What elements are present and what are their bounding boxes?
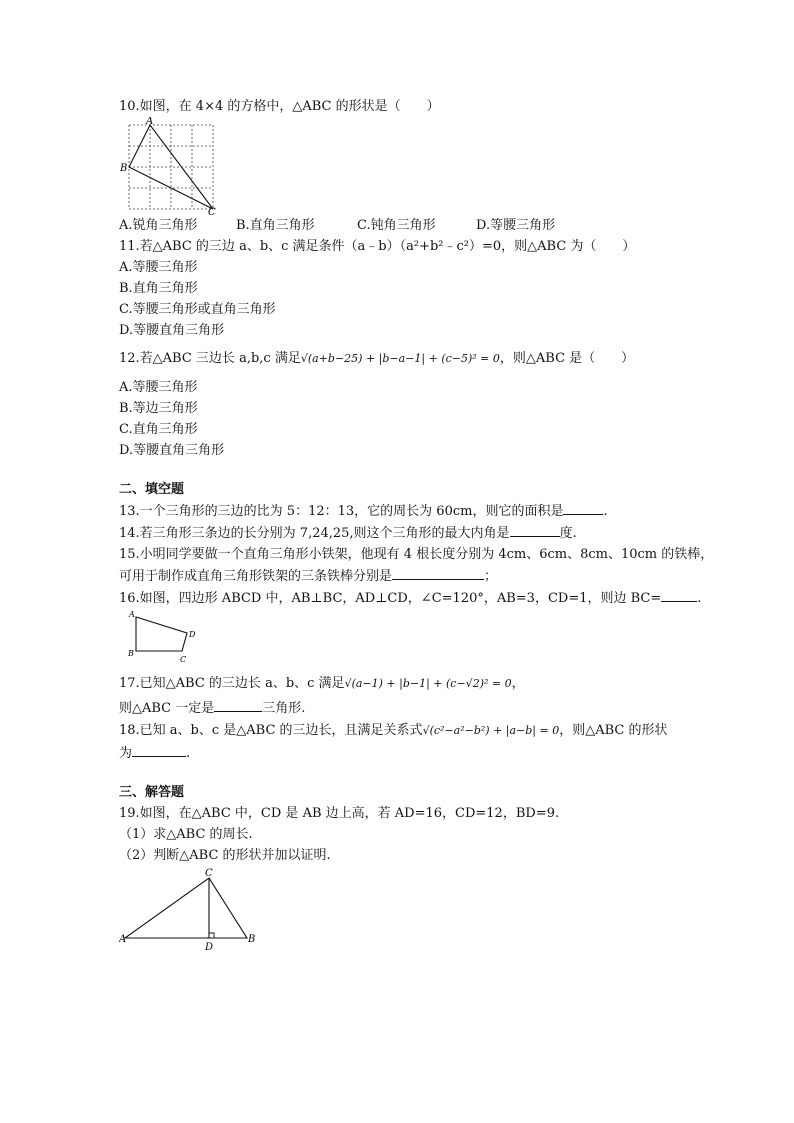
- q18-formula: √(c²−a²−b²) + |a−b| = 0: [422, 724, 560, 737]
- q13-text: 13.一个三角形的三边的比为 5：12：13，它的周长为 60cm，则它的面积是: [119, 504, 564, 519]
- section-answer-heading: 三、解答题: [119, 785, 185, 800]
- q17-line2: [119, 697, 679, 719]
- q16-text: 16.如图，四边形 ABCD 中，AB⊥BC，AD⊥CD，∠C=120°，AB=3，CD=1，则边 BC=: [119, 591, 662, 606]
- q19-triangle: [125, 878, 247, 938]
- q15-answer-blank[interactable]: [392, 565, 484, 580]
- q10-label-a: A: [146, 117, 154, 127]
- q16-label-b: B: [128, 649, 134, 658]
- q16-label-a: A: [129, 610, 135, 619]
- q12-option-b[interactable]: B.等边三角形: [119, 401, 198, 416]
- q17-formula: √(a−1) + |b−1| + (c−√2)² = 0: [344, 677, 512, 690]
- q10-grid-figure: [119, 117, 219, 215]
- q19-triangle-figure: [119, 866, 269, 950]
- q12-stem-post: ，则△ABC 是（ ）: [499, 351, 635, 366]
- q10-option-d[interactable]: D.等腰三角形: [476, 218, 556, 233]
- q19-label-c: C: [205, 868, 213, 879]
- q13-post: .: [603, 504, 608, 519]
- q17-text: 17.已知△ABC 的三边长 a、b、c 满足: [119, 676, 345, 691]
- worksheet: [119, 96, 714, 950]
- q17-line2-post: 三角形.: [262, 701, 306, 716]
- q19-stem: 19.如图，在△ABC 中，CD 是 AB 边上高，若 AD=16，CD=12，BD=9.: [119, 806, 560, 821]
- q15-post: ；: [484, 569, 498, 584]
- q12-option-c[interactable]: C.直角三角形: [119, 422, 198, 437]
- q18-answer-blank[interactable]: [132, 742, 186, 757]
- section-fill-in-heading: 二、填空题: [119, 482, 185, 497]
- q17-stem: [119, 671, 679, 697]
- q19-right-angle-mark: [209, 933, 214, 938]
- q11-option-c[interactable]: C.等腰三角形或直角三角形: [119, 302, 276, 317]
- q14-stem: [119, 522, 679, 544]
- q16-answer-blank[interactable]: [661, 587, 697, 602]
- q12-stem-pre: 12.若△ABC 三边长 a,b,c 满足: [119, 351, 301, 366]
- q17-post: ，: [511, 676, 525, 691]
- q18-line2-post: .: [186, 746, 191, 761]
- q17-line2-text: 则△ABC 一定是: [119, 701, 215, 716]
- q10-options: [119, 215, 679, 236]
- q19-label-d: D: [205, 942, 214, 950]
- q12-stem: [119, 347, 679, 371]
- q11-option-b[interactable]: B.直角三角形: [119, 281, 198, 296]
- q14-text: 14.若三角形三条边的长分别为 7,24,25,则这个三角形的最大内角是: [119, 526, 510, 541]
- q10-option-c[interactable]: C.钝角三角形: [357, 218, 436, 233]
- q16-label-d: D: [189, 630, 196, 639]
- q16-label-c: C: [180, 655, 187, 664]
- q13-stem: [119, 500, 679, 522]
- q10-label-c: C: [208, 207, 216, 215]
- q18-text: 18.已知 a、b、c 是△ABC 的三边长，且满足关系式: [119, 723, 423, 738]
- q16-quadrilateral-figure: [119, 609, 219, 671]
- q16-post: .: [697, 591, 702, 606]
- q14-answer-blank[interactable]: [510, 522, 560, 537]
- q10-option-b[interactable]: B.直角三角形: [236, 218, 315, 233]
- q19-label-b: B: [248, 934, 256, 945]
- q12-option-d[interactable]: D.等腰直角三角形: [119, 443, 225, 458]
- q15-text: 可用于制作成直角三角形铁架的三条铁棒分别是: [119, 569, 393, 584]
- q19-sub2: （2）判断△ABC 的形状并加以证明.: [119, 848, 331, 863]
- q11-option-a[interactable]: A.等腰三角形: [119, 260, 198, 275]
- q18-line2: [119, 742, 679, 764]
- q16-quadrilateral: [136, 617, 187, 651]
- q10-option-a[interactable]: A.锐角三角形: [119, 218, 198, 233]
- q11-option-d[interactable]: D.等腰直角三角形: [119, 323, 225, 338]
- q11-stem: 11.若△ABC 的三边 a、b、c 满足条件（a﹣b）（a²+b²﹣c²）=0，则△ABC 为（ ）: [119, 239, 636, 254]
- q15-line2: [119, 565, 679, 587]
- q18-line2-text: 为: [119, 746, 133, 761]
- q16-stem: [119, 587, 702, 609]
- q18-stem: [119, 719, 679, 742]
- q14-post: 度.: [559, 526, 577, 541]
- q19-sub1: （1）求△ABC 的周长.: [119, 827, 253, 842]
- q12-formula: √(a+b−25) + |b−a−1| + (c−5)² = 0: [300, 352, 500, 365]
- q19-label-a: A: [119, 934, 127, 945]
- q12-option-a[interactable]: A.等腰三角形: [119, 380, 198, 395]
- q15-line1: 15.小明同学要做一个直角三角形小铁架，他现有 4 根长度分别为 4cm、6cm、8cm、10cm 的铁棒，: [119, 547, 714, 562]
- q18-post: ，则△ABC 的形状: [559, 723, 668, 738]
- q10-label-b: B: [120, 163, 128, 174]
- q10-stem: 10.如图，在 4×4 的方格中，△ABC 的形状是（ ）: [119, 99, 440, 114]
- q13-answer-blank[interactable]: [563, 500, 603, 515]
- q17-answer-blank[interactable]: [214, 697, 262, 712]
